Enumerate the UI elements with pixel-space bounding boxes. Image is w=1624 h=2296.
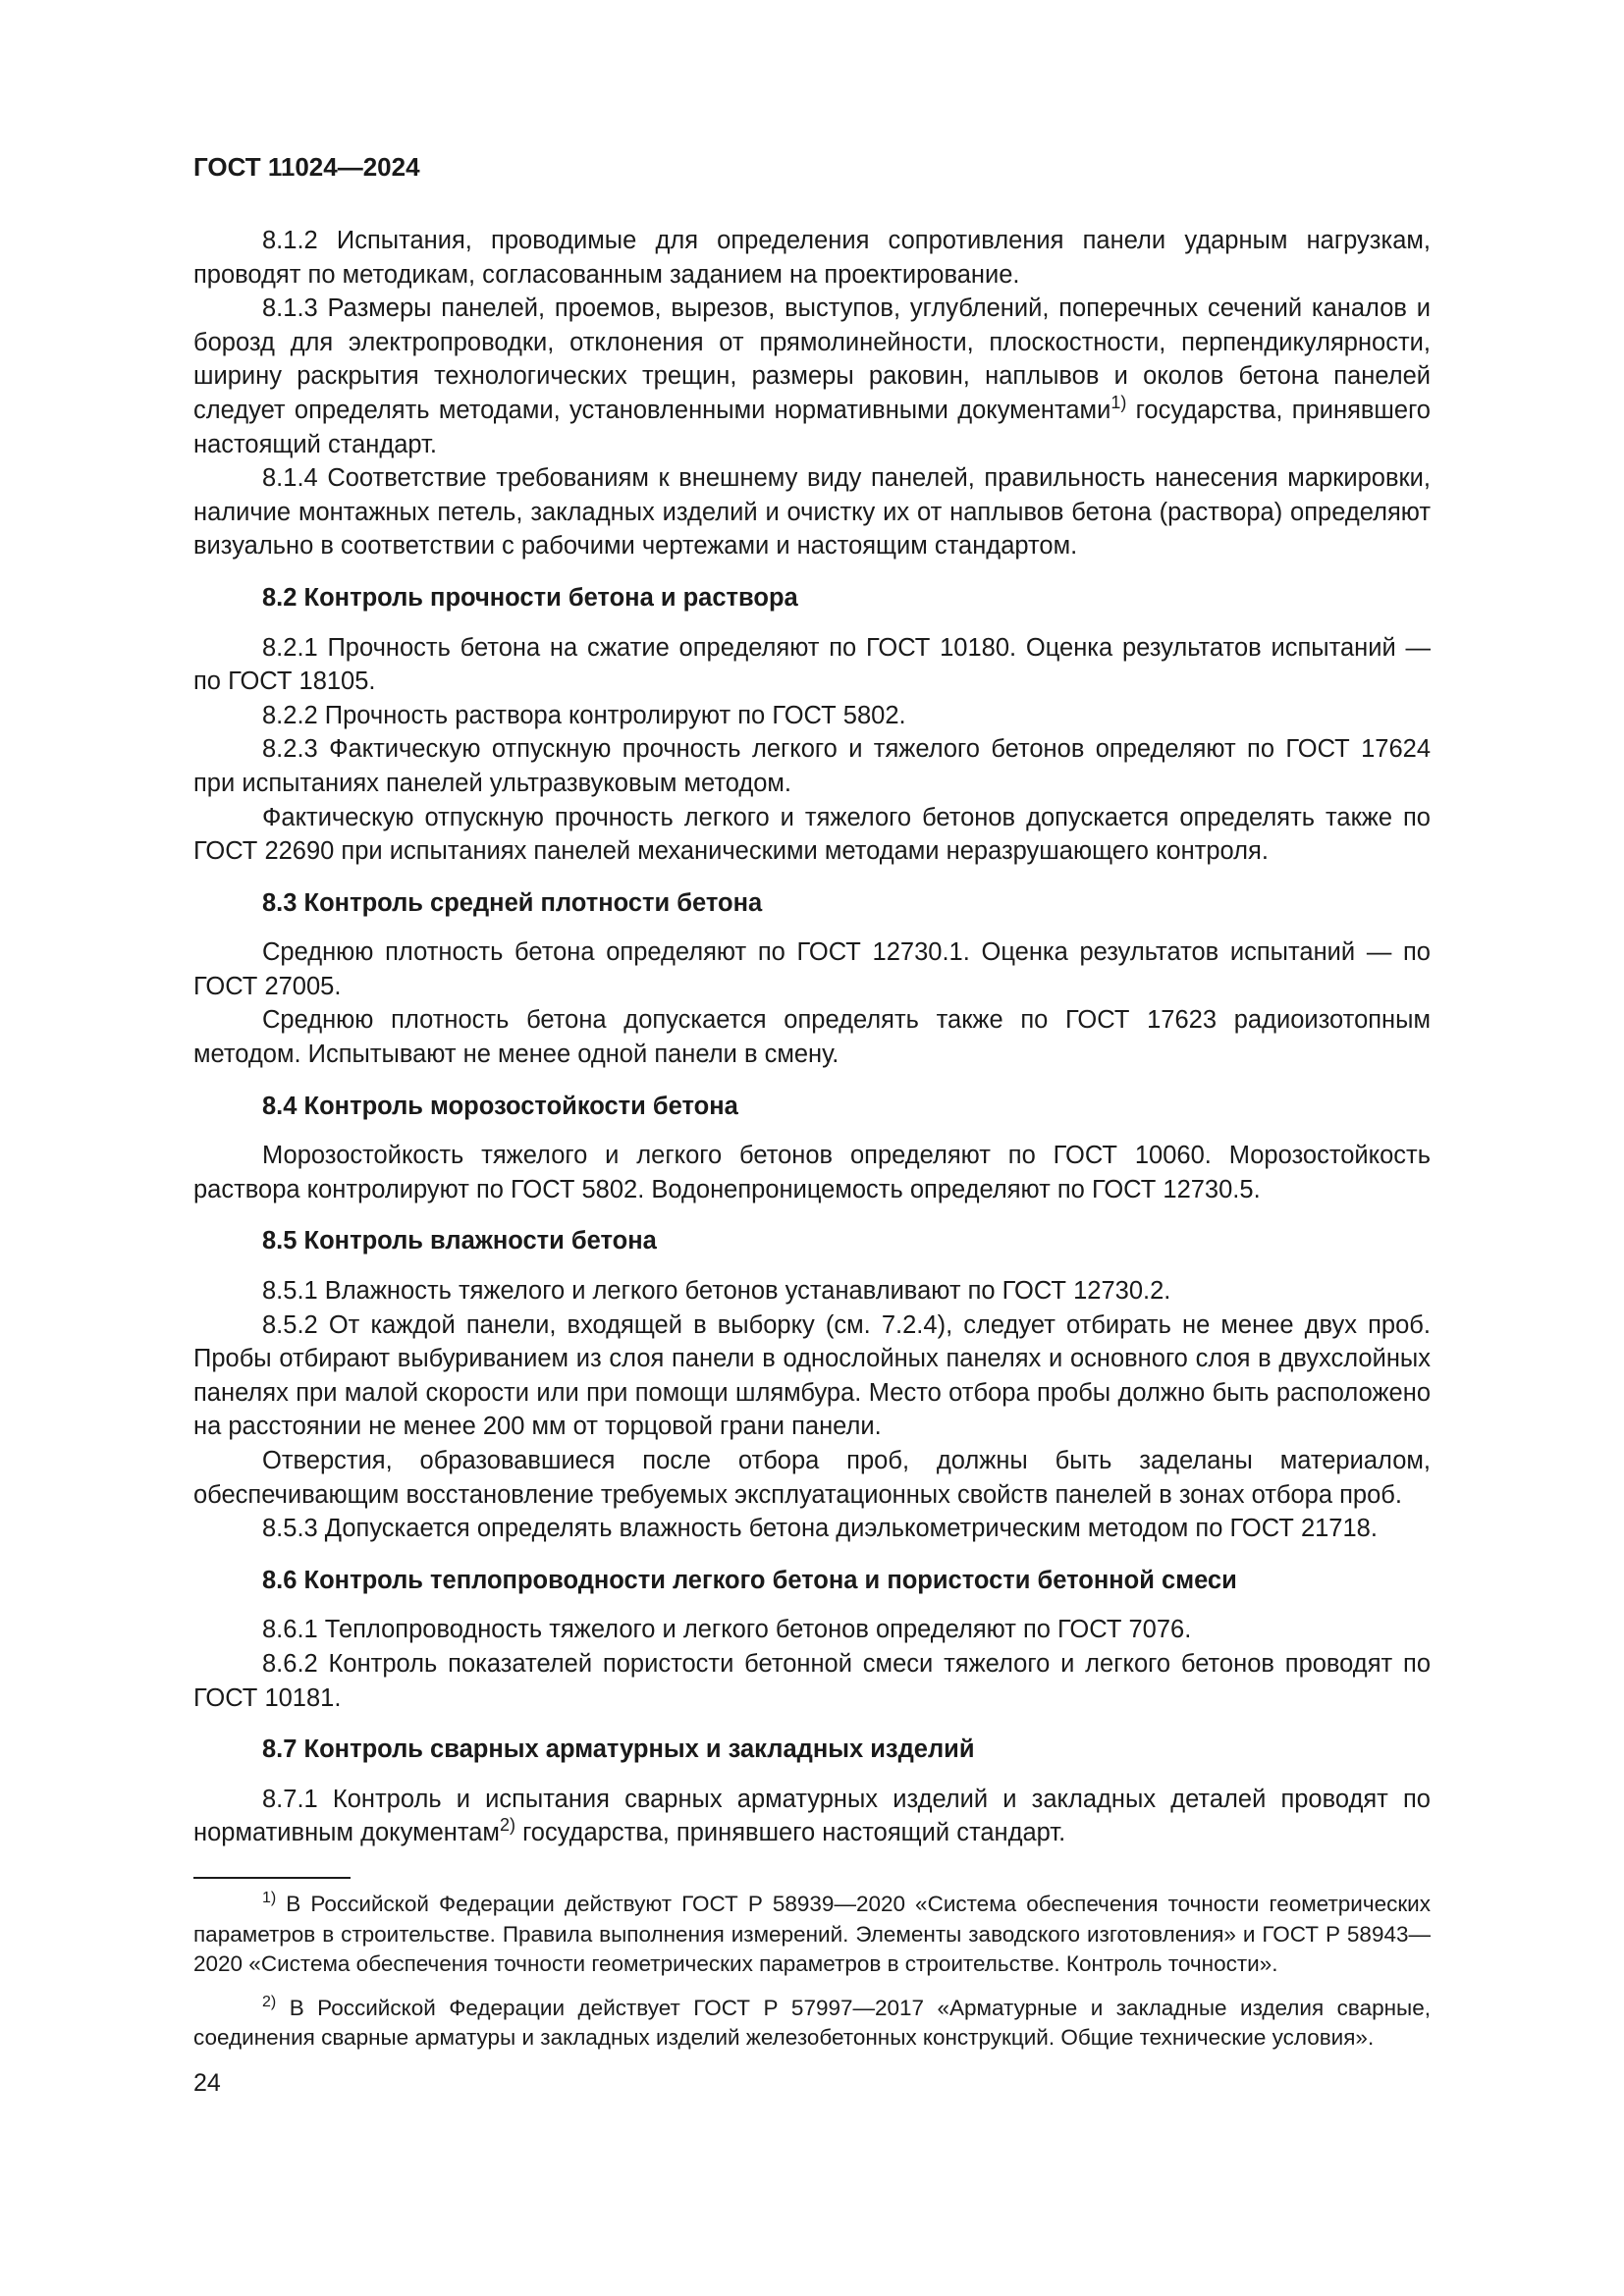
footnote-ref-2[interactable]: 2) xyxy=(499,1815,515,1836)
heading-8-4: 8.4 Контроль морозостойкости бетона xyxy=(262,1092,738,1120)
footnote-ref-1[interactable]: 1) xyxy=(1110,392,1127,412)
footnote-1-mark: 1) xyxy=(262,1890,277,1906)
paragraph-8-2-2: 8.2.2 Прочность раствора контролируют по ГОСТ 5802. xyxy=(262,701,906,729)
paragraph-8-3-a: Среднюю плотность бетона определяют по ГОСТ 12730.1. Оценка результатов испытаний — по ГОСТ 27005. xyxy=(193,938,1431,1000)
paragraph-8-1-3-text: 8.1.3 Размеры панелей, проемов, вырезов, выступов, углублений, поперечных сечений каналов и борозд для электропроводки, отклонения от прямолинейности, плоскостности, перпендикулярности, ширину раскрытия технологических трещин, размеры раковин, наплывов и околов бетона панелей следует определять методами, установленными нормативными документами xyxy=(193,294,1431,424)
footnote-2-text: В Российской Федерации действует ГОСТ Р 57997—2017 «Арматурные и закладные изделия сварные, соединения сварные арматуры и закладных изделий железобетонных конструкций. Общие технические условия». xyxy=(193,1995,1431,2050)
footnote-2-mark: 2) xyxy=(262,1993,277,2010)
heading-8-5: 8.5 Контроль влажности бетона xyxy=(262,1227,657,1255)
paragraph-8-7-1 xyxy=(193,1783,1431,1850)
footnote-2 xyxy=(193,1994,1431,2054)
paragraph-8-5-1: 8.5.1 Влажность тяжелого и легкого бетонов устанавливают по ГОСТ 12730.2. xyxy=(262,1277,1171,1306)
footnote-1-text: В Российской Федерации действуют ГОСТ Р 58939—2020 «Система обеспечения точности геометрических параметров в строительстве. Правила выполнения измерений. Элементы заводского изготовления» и ГОСТ Р 58943—2020 «Система обеспечения точности геометрических параметров в строительстве. Контроль точности». xyxy=(193,1892,1431,1976)
paragraph-8-1-2: 8.1.2 Испытания, проводимые для определения сопротивления панели ударным нагрузкам, проводят по методикам, согласованным заданием на проектирование. xyxy=(193,227,1431,289)
paragraph-8-7-1-text: 8.7.1 Контроль и испытания сварных арматурных изделий и закладных деталей проводят по нормативным документам xyxy=(193,1785,1431,1847)
paragraph-8-2-1: 8.2.1 Прочность бетона на сжатие определяют по ГОСТ 10180. Оценка результатов испытаний — по ГОСТ 18105. xyxy=(193,633,1431,696)
paragraph-8-2-3: 8.2.3 Фактическую отпускную прочность легкого и тяжелого бетонов определяют по ГОСТ 17624 при испытаниях панелей ультразвуковым методом. xyxy=(193,735,1431,797)
paragraph-8-2-3-b: Фактическую отпускную прочность легкого и тяжелого бетонов допускается определять также по ГОСТ 22690 при испытаниях панелей механическими методами неразрушающего контроля. xyxy=(193,803,1431,866)
paragraph-8-1-3-tail: государства, принявшего настоящий стандарт. xyxy=(193,396,1431,458)
footnote-1 xyxy=(193,1890,1431,1980)
paragraph-8-6-2: 8.6.2 Контроль показателей пористости бетонной смеси тяжелого и легкого бетонов проводят по ГОСТ 10181. xyxy=(193,1649,1431,1712)
document-header: ГОСТ 11024—2024 xyxy=(193,152,420,182)
heading-8-6: 8.6 Контроль теплопроводности легкого бетона и пористости бетонной смеси xyxy=(262,1566,1237,1594)
paragraph-8-3-b: Среднюю плотность бетона допускается определять также по ГОСТ 17623 радиоизотопным методом. Испытывают не менее одной панели в смену. xyxy=(193,1006,1431,1069)
page-number: 24 xyxy=(193,2069,221,2097)
paragraph-8-4: Морозостойкость тяжелого и легкого бетонов определяют по ГОСТ 10060. Морозостойкость раствора контролируют по ГОСТ 5802. Водонепроницемость определяют по ГОСТ 12730.5. xyxy=(193,1142,1431,1203)
paragraph-8-7-1-tail: государства, принявшего настоящий стандарт. xyxy=(514,1819,1066,1847)
paragraph-8-5-3: 8.5.3 Допускается определять влажность бетона диэлькометрическим методом по ГОСТ 21718. xyxy=(262,1515,1378,1543)
paragraph-8-5-2-b: Отверстия, образовавшиеся после отбора проб, должны быть заделаны материалом, обеспечивающим восстановление требуемых эксплуатационных свойств панелей в зонах отбора проб. xyxy=(193,1447,1431,1509)
document-body xyxy=(193,224,1431,1850)
paragraph-8-1-4: 8.1.4 Соответствие требованиям к внешнему виду панелей, правильность нанесения маркировки, наличие монтажных петель, закладных изделий и очистку их от наплывов бетона (раствора) определяют визуально в соответствии с рабочими чертежами и настоящим стандартом. xyxy=(193,464,1431,561)
paragraph-8-6-1: 8.6.1 Теплопроводность тяжелого и легкого бетонов определяют по ГОСТ 7076. xyxy=(262,1616,1192,1644)
paragraph-8-1-3 xyxy=(193,292,1431,461)
paragraph-8-5-2: 8.5.2 От каждой панели, входящей в выборку (см. 7.2.4), следует отбирать не менее двух проб. Пробы отбирают выбуриванием из слоя панели в однослойных панелях и основного слоя в двухслойных панелях при малой скорости или при помощи шлямбура. Место отбора пробы должно быть расположено на расстоянии не менее 200 мм от торцовой грани панели. xyxy=(193,1310,1431,1441)
heading-8-2: 8.2 Контроль прочности бетона и раствора xyxy=(262,583,798,612)
footnote-divider xyxy=(193,1877,351,1879)
heading-8-3: 8.3 Контроль средней плотности бетона xyxy=(262,888,763,917)
heading-8-7: 8.7 Контроль сварных арматурных и закладных изделий xyxy=(262,1735,975,1764)
footnotes xyxy=(193,1890,1431,2067)
